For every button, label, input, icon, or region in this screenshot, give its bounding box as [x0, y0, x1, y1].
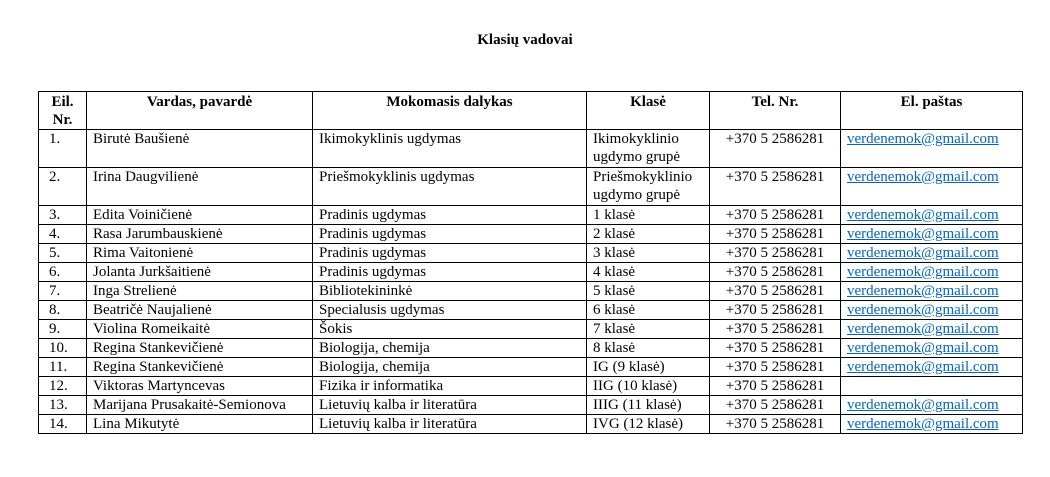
table-row — [39, 301, 1023, 320]
email-link[interactable]: verdenemok@gmail.com — [847, 397, 999, 413]
class-name: 4 klasė — [587, 263, 710, 282]
class-name: IG (9 klasė) — [587, 358, 710, 377]
table-row — [39, 396, 1023, 415]
teacher-name: Regina Stankevičienė — [87, 358, 313, 377]
table-row — [39, 206, 1023, 225]
row-number: 11. — [39, 358, 87, 377]
class-name: IIG (10 klasė) — [587, 377, 710, 396]
page-title: Klasių vadovai — [477, 32, 573, 48]
teacher-name: Jolanta Jurkšaitienė — [87, 263, 313, 282]
header-email: El. paštas — [841, 92, 1023, 130]
table-row — [39, 130, 1023, 168]
teacher-name: Birutė Baušienė — [87, 130, 313, 168]
teacher-name: Regina Stankevičienė — [87, 339, 313, 358]
teacher-name: Lina Mikutytė — [87, 415, 313, 434]
subject: Šokis — [313, 320, 587, 339]
email-link[interactable]: verdenemok@gmail.com — [847, 321, 999, 337]
class-name: 6 klasė — [587, 301, 710, 320]
subject: Biologija, chemija — [313, 358, 587, 377]
teacher-name: Rima Vaitonienė — [87, 244, 313, 263]
table-row — [39, 377, 1023, 396]
table-header-row — [39, 92, 1023, 130]
subject: Bibliotekininkė — [313, 282, 587, 301]
email-cell — [841, 301, 1023, 320]
header-name: Vardas, pavardė — [87, 92, 313, 130]
row-number: 3. — [39, 206, 87, 225]
row-number: 8. — [39, 301, 87, 320]
email-cell — [841, 130, 1023, 168]
phone-number: +370 5 2586281 — [710, 396, 841, 415]
header-number: Eil. Nr. — [39, 92, 87, 130]
phone-number: +370 5 2586281 — [710, 415, 841, 434]
header-subject: Mokomasis dalykas — [313, 92, 587, 130]
teacher-name: Edita Voiničienė — [87, 206, 313, 225]
subject: Specialusis ugdymas — [313, 301, 587, 320]
row-number: 14. — [39, 415, 87, 434]
phone-number: +370 5 2586281 — [710, 282, 841, 301]
email-link[interactable]: verdenemok@gmail.com — [847, 416, 999, 432]
email-cell — [841, 377, 1023, 396]
email-link[interactable]: verdenemok@gmail.com — [847, 131, 999, 147]
header-class: Klasė — [587, 92, 710, 130]
class-name: 8 klasė — [587, 339, 710, 358]
table-row — [39, 339, 1023, 358]
class-name: 5 klasė — [587, 282, 710, 301]
teacher-name: Beatričė Naujalienė — [87, 301, 313, 320]
subject: Pradinis ugdymas — [313, 244, 587, 263]
phone-number: +370 5 2586281 — [710, 206, 841, 225]
class-name: 1 klasė — [587, 206, 710, 225]
row-number: 6. — [39, 263, 87, 282]
row-number: 9. — [39, 320, 87, 339]
email-link[interactable]: verdenemok@gmail.com — [847, 226, 999, 242]
phone-number: +370 5 2586281 — [710, 263, 841, 282]
class-name: 7 klasė — [587, 320, 710, 339]
subject: Lietuvių kalba ir literatūra — [313, 415, 587, 434]
class-name: IVG (12 klasė) — [587, 415, 710, 434]
teacher-name: Marijana Prusakaitė-Semionova — [87, 396, 313, 415]
class-teachers-table — [38, 91, 1023, 434]
subject: Pradinis ugdymas — [313, 206, 587, 225]
subject: Pradinis ugdymas — [313, 263, 587, 282]
teacher-name: Inga Strelienė — [87, 282, 313, 301]
email-cell — [841, 244, 1023, 263]
row-number: 5. — [39, 244, 87, 263]
email-cell — [841, 282, 1023, 301]
phone-number: +370 5 2586281 — [710, 301, 841, 320]
row-number: 1. — [39, 130, 87, 168]
email-link[interactable]: verdenemok@gmail.com — [847, 245, 999, 261]
email-link[interactable]: verdenemok@gmail.com — [847, 283, 999, 299]
table-row — [39, 282, 1023, 301]
phone-number: +370 5 2586281 — [710, 168, 841, 206]
email-cell — [841, 168, 1023, 206]
class-name: Priešmokyklinio ugdymo grupė — [587, 168, 710, 206]
subject: Priešmokyklinis ugdymas — [313, 168, 587, 206]
table-row — [39, 225, 1023, 244]
email-link[interactable]: verdenemok@gmail.com — [847, 302, 999, 318]
email-cell — [841, 320, 1023, 339]
subject: Lietuvių kalba ir literatūra — [313, 396, 587, 415]
row-number: 7. — [39, 282, 87, 301]
email-link[interactable]: verdenemok@gmail.com — [847, 340, 999, 356]
table-body — [39, 130, 1023, 434]
subject: Biologija, chemija — [313, 339, 587, 358]
phone-number: +370 5 2586281 — [710, 320, 841, 339]
class-name: 2 klasė — [587, 225, 710, 244]
teacher-name: Rasa Jarumbauskienė — [87, 225, 313, 244]
phone-number: +370 5 2586281 — [710, 339, 841, 358]
email-link[interactable]: verdenemok@gmail.com — [847, 169, 999, 185]
row-number: 4. — [39, 225, 87, 244]
table-row — [39, 168, 1023, 206]
table-row — [39, 320, 1023, 339]
email-cell — [841, 206, 1023, 225]
email-cell — [841, 225, 1023, 244]
table-row — [39, 358, 1023, 377]
phone-number: +370 5 2586281 — [710, 377, 841, 396]
phone-number: +370 5 2586281 — [710, 130, 841, 168]
class-name: 3 klasė — [587, 244, 710, 263]
phone-number: +370 5 2586281 — [710, 358, 841, 377]
header-phone: Tel. Nr. — [710, 92, 841, 130]
email-cell — [841, 415, 1023, 434]
class-name: IIIG (11 klasė) — [587, 396, 710, 415]
teacher-name: Violina Romeikaitė — [87, 320, 313, 339]
email-cell — [841, 396, 1023, 415]
subject: Ikimokyklinis ugdymas — [313, 130, 587, 168]
subject: Pradinis ugdymas — [313, 225, 587, 244]
table-row — [39, 244, 1023, 263]
phone-number: +370 5 2586281 — [710, 244, 841, 263]
teacher-name: Irina Daugvilienė — [87, 168, 313, 206]
email-link[interactable]: verdenemok@gmail.com — [847, 207, 999, 223]
email-link[interactable]: verdenemok@gmail.com — [847, 264, 999, 280]
row-number: 12. — [39, 377, 87, 396]
row-number: 2. — [39, 168, 87, 206]
table-row — [39, 415, 1023, 434]
email-cell — [841, 263, 1023, 282]
email-cell — [841, 339, 1023, 358]
teacher-name: Viktoras Martyncevas — [87, 377, 313, 396]
row-number: 13. — [39, 396, 87, 415]
class-name: Ikimokyklinio ugdymo grupė — [587, 130, 710, 168]
email-cell — [841, 358, 1023, 377]
email-link[interactable]: verdenemok@gmail.com — [847, 359, 999, 375]
row-number: 10. — [39, 339, 87, 358]
table-row — [39, 263, 1023, 282]
phone-number: +370 5 2586281 — [710, 225, 841, 244]
subject: Fizika ir informatika — [313, 377, 587, 396]
